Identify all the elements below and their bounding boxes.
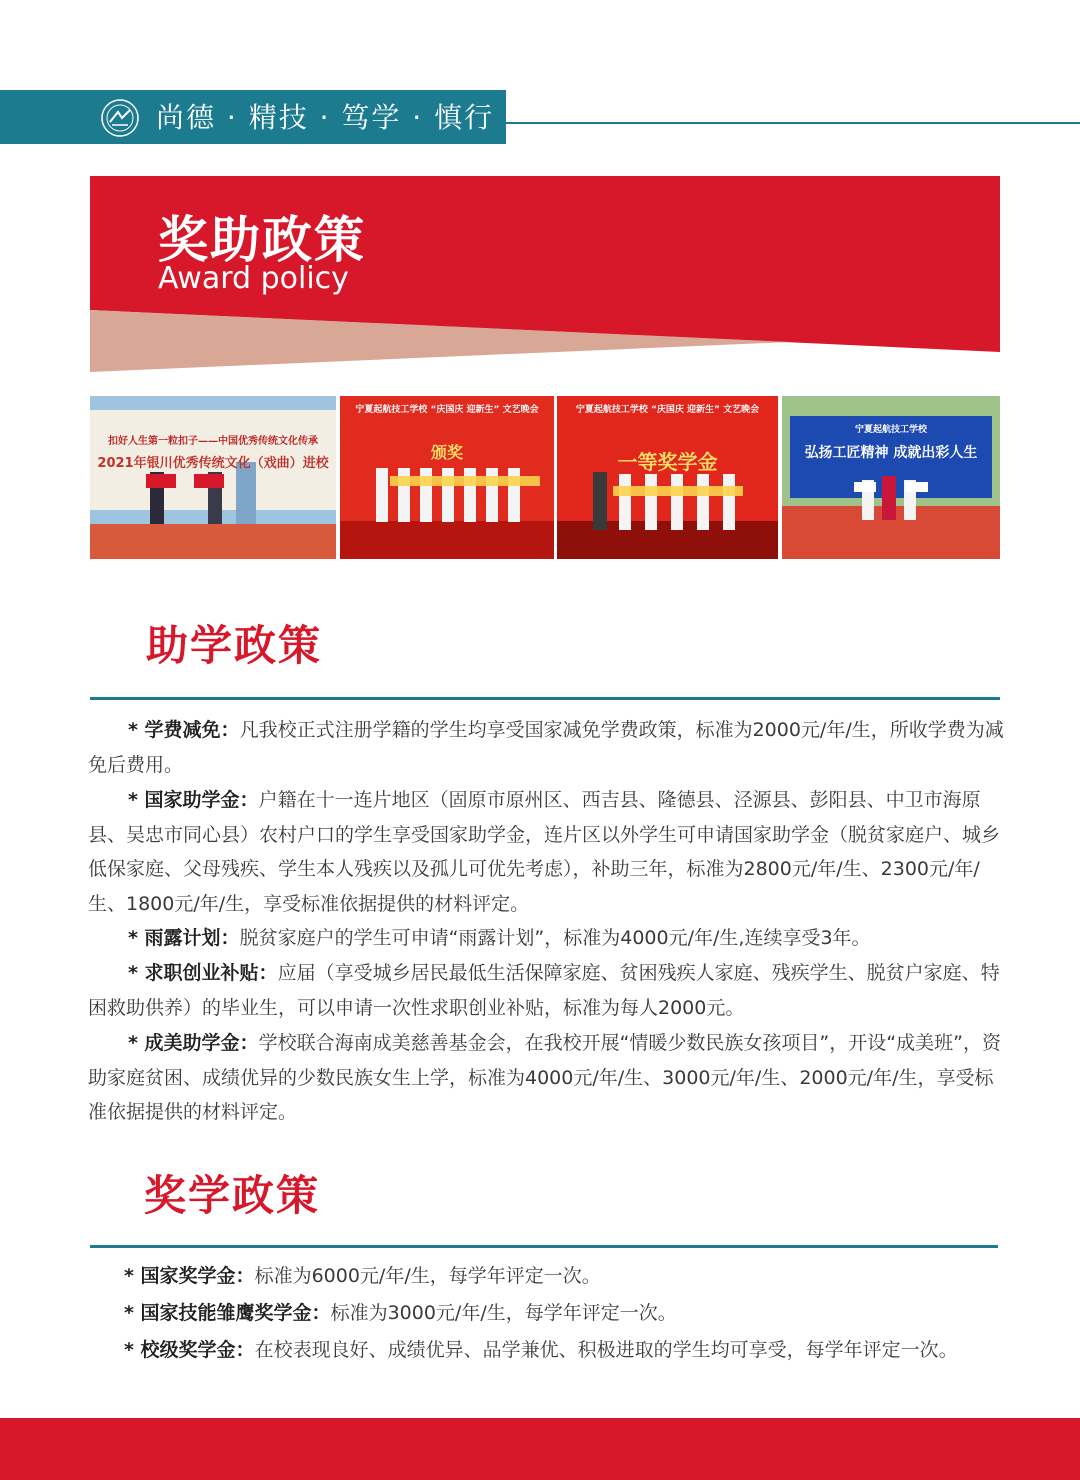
scholarship-item-skills [124,1296,677,1330]
school-motto: 尚德 · 精技 · 笃学 · 慎行 [156,101,495,134]
aid-text-tuition: 凡我校正式注册学籍的学生均享受国家减免学费政策，标准为2000元/年/生，所收学费为减免后费用。 [88,719,1004,776]
scholarship-section-rule [90,1245,998,1248]
aid-item-national-grant [88,783,1006,921]
photo-caption-4a: 宁夏起航技工学校 [854,425,927,435]
aid-text-yulu: 脱贫家庭户的学生可申请“雨露计划”，标准为4000元/年/生,连续享受3年。 [239,927,871,949]
scholarship-text-school: 在校表现良好、成绩优异、品学兼优、积极进取的学生均可享受，每学年评定一次。 [254,1339,958,1361]
photo-award-ceremony [340,396,554,559]
photo-first-prize [557,396,778,559]
photo-caption-4b: 弘扬工匠精神 成就出彩人生 [804,445,978,461]
aid-item-tuition [88,713,1006,782]
banner-subtitle: Award policy [158,261,349,296]
photo-opera-event [90,396,336,559]
header-line [506,122,1080,124]
scholarship-label-school: * 校级奖学金： [124,1339,255,1361]
photo-caption-2b: 颁奖 [430,443,463,462]
aid-section-title: 助学政策 [146,621,323,670]
aid-text-job-subsidy: 应届（享受城乡居民最低生活保障家庭、贫困残疾人家庭、残疾学生、脱贫户家庭、特困救助供养）的毕业生，可以申请一次性求职创业补贴，标准为每人2000元。 [88,962,1000,1019]
aid-text-chengmei: 学校联合海南成美慈善基金会，在我校开展“情暖少数民族女孩项目”，开设“成美班”，资助家庭贫困、成绩优异的少数民族女生上学，标准为4000元/年/生、3000元/年/生、2000元/年/生，享受标准依据提供的材料评定。 [88,1032,1001,1123]
scholarship-item-national [124,1259,601,1293]
aid-item-chengmei [88,1026,1006,1130]
scholarship-section-title: 奖学政策 [144,1171,321,1220]
aid-item-job-subsidy [88,956,1006,1025]
aid-label-tuition: * 学费减免： [128,719,240,741]
scholarship-text-skills: 标准为3000元/年/生，每学年评定一次。 [330,1302,677,1324]
aid-label-yulu: * 雨露计划： [128,927,240,949]
footer-band [0,1418,1080,1480]
photo-caption-2a: 宁夏起航技工学校 “庆国庆 迎新生” 文艺晚会 [355,405,539,415]
photo-caption-3a: 宁夏起航技工学校 “庆国庆 迎新生” 文艺晚会 [575,405,760,415]
photo-caption-1a: 扣好人生第一粒扣子——中国优秀传统文化传承 [108,436,318,447]
scholarship-label-national: * 国家奖学金： [124,1265,255,1287]
aid-item-yulu [88,921,1006,956]
school-logo-icon [100,98,140,138]
aid-text-national-grant: 户籍在十一连片地区（固原市原州区、西吉县、隆德县、泾源县、彭阳县、中卫市海原县、吴忠市同心县）农村户口的学生享受国家助学金，连片区以外学生可申请国家助学金（脱贫家庭户、城乡低保家庭、父母残疾、学生本人残疾以及孤儿可优先考虑），补助三年，标准为2800元/年/生、2300元/年/生、1800元/年/生，享受标准依据提供的材料评定。 [88,789,1001,915]
aid-label-chengmei: * 成美助学金： [128,1032,259,1054]
aid-section-rule [90,697,1000,700]
photo-caption-3b: 一等奖学金 [617,450,718,474]
scholarship-item-school [124,1333,958,1367]
photo-caption-1b: 2021年银川优秀传统文化（戏曲）进校 [97,456,329,471]
banner-title: 奖助政策 [158,211,366,269]
scholarship-label-skills: * 国家技能雏鹰奖学金： [124,1302,331,1324]
photo-nurse-ceremony [782,396,1000,559]
aid-label-national-grant: * 国家助学金： [128,789,259,811]
scholarship-text-national: 标准为6000元/年/生，每学年评定一次。 [254,1265,601,1287]
aid-label-job-subsidy: * 求职创业补贴： [128,962,278,984]
